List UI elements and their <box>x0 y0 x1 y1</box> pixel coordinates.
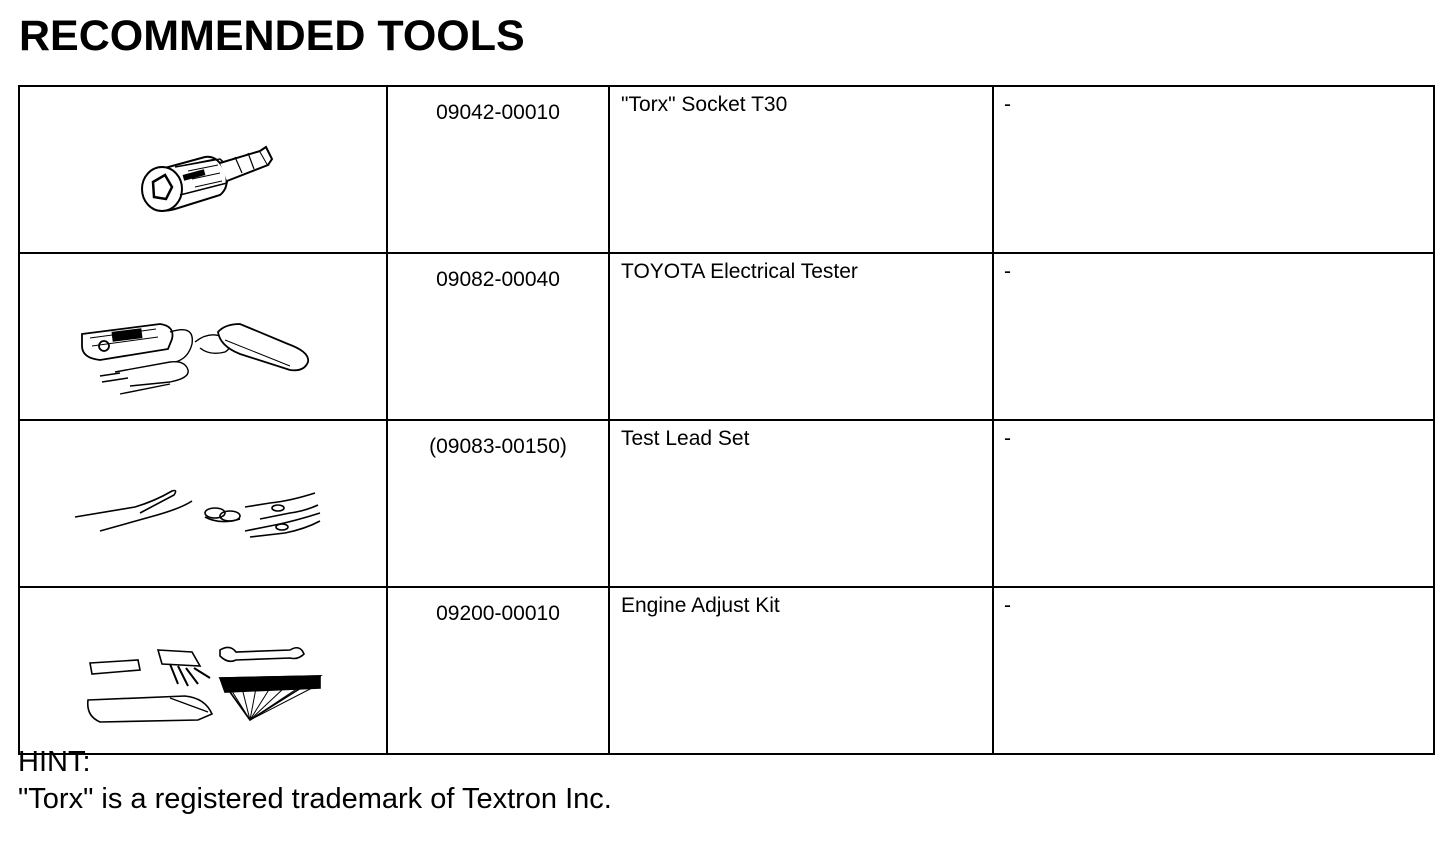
table-row <box>19 86 1434 253</box>
electrical-tester-illustration <box>20 254 388 411</box>
table-row <box>19 420 1434 587</box>
tool-note: - <box>993 587 1434 754</box>
hint-text: "Torx" is a registered trademark of Textron Inc. <box>18 783 612 815</box>
engine-adjust-kit-illustration <box>20 588 388 745</box>
tool-illustration-cell <box>19 253 387 420</box>
part-number: 09200-00010 <box>387 587 609 754</box>
tool-note: - <box>993 86 1434 253</box>
torx-socket-illustration <box>20 87 388 244</box>
tool-name: TOYOTA Electrical Tester <box>609 253 993 420</box>
table-row <box>19 253 1434 420</box>
tool-name: "Torx" Socket T30 <box>609 86 993 253</box>
page-title: RECOMMENDED TOOLS <box>19 12 525 60</box>
tool-note: - <box>993 253 1434 420</box>
part-number: 09042-00010 <box>387 86 609 253</box>
tool-name: Engine Adjust Kit <box>609 587 993 754</box>
tool-illustration-cell <box>19 420 387 587</box>
hint-section <box>18 744 612 818</box>
test-lead-set-illustration <box>20 421 388 578</box>
tool-name: Test Lead Set <box>609 420 993 587</box>
tool-illustration-cell <box>19 86 387 253</box>
table-row <box>19 587 1434 754</box>
recommended-tools-table <box>18 85 1435 755</box>
part-number: 09082-00040 <box>387 253 609 420</box>
part-number: (09083-00150) <box>387 420 609 587</box>
tool-note: - <box>993 420 1434 587</box>
hint-label: HINT: <box>18 746 91 778</box>
tool-illustration-cell <box>19 587 387 754</box>
